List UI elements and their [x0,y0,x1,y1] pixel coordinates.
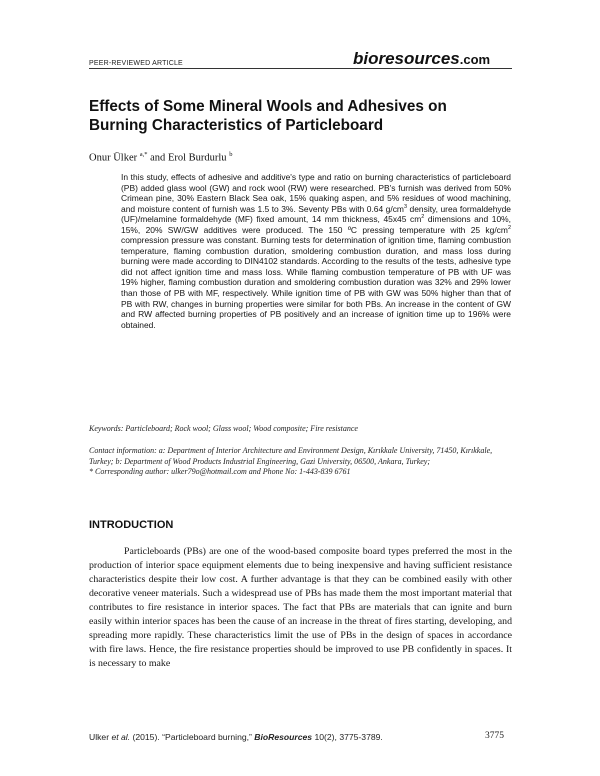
author-joiner: and [147,152,168,164]
section-heading-introduction: INTRODUCTION [89,519,174,531]
header-divider [89,68,512,69]
author-2-affiliation: b [229,151,233,158]
abstract-part-1: In this study, effects of adhesive and additive's type and ratio on burning characteristics of particleboard (PB) added glass wool (GW) and rock wool (RW) were researched. PB's furnish was derived from 50% Crimean pine, 30% Eastern Black Sea oak, 15% quaking aspen, and 5% residues of wood machining, and moisture content of furnish was 1.5 to 3%. Seventy PBs with 0.64 g/cm [121,172,511,214]
abstract-part-4: compression pressure was constant. Burning tests for determination of ignition time, flaming combustion temperature, flaming combustion duration, smoldering combustion duration, and mass loss during burning were made according to DIN4102 standards. According to the results of the tests, adhesive type did not affect ignition time and mass loss. While flaming combustion temperature of PB with UF was 19% higher, flaming combustion duration and smoldering combustion duration was 32% and 29% lower than those of PB with MF, respectively. While ignition time of PB with GW was 50% higher than that of PB with RW, changes in burning properties were similar for both PBs. An increase in the content of GW and RW affected burning properties of PB positively and an increase of ignition time up to 196% were obtained. [121,235,511,330]
footer-volume: 10(2), 3775-3789. [312,732,383,742]
journal-logo [353,49,490,69]
article-type-label: PEER-REVIEWED ARTICLE [89,60,183,67]
keywords: Keywords: Particleboard; Rock wool; Glass wool; Wood composite; Fire resistance [89,424,358,433]
footer-title: (2015). “Particleboard burning,” [130,732,255,742]
author-1: Onur Ülker [89,152,138,164]
abstract-part-2: density, urea formaldehyde (UF)/melamine formaldehyde (MF) fixed amount, 14 mm thickness, 45x45 cm [121,203,511,225]
introduction-paragraph: Particleboards (PBs) are one of the wood-based composite board types preferred the most in the production of interior space equipment elements due to being inexpensive and having sufficient resistance characteristics despite their low cost. A further advantage is that they can be combined easily with other decorative veneer materials. Such a widespread use of PBs has made them the most important material that contributes to fire resistance in interior spaces. The fact that PBs are materials that can ignite and burn easily within interior spaces has been the cause of an increase in the threat of fires starting, developing, and spreading more rapidly. These characteristics limit the use of PBs in the design of spaces in accordance with fire laws. Hence, the fire resistance properties should be improved to use PB confidently in spaces. It is necessary to make [89,546,512,669]
contact-information [89,446,512,478]
abstract [121,172,511,330]
abstract-sup-2: 2 [421,214,425,221]
author-2: Erol Burdurlu [167,152,227,164]
abstract-sup-1: 3 [403,203,408,210]
author-line [89,151,232,164]
affiliations: Contact information: a: Department of Interior Architecture and Environment Design, Kırıkkale University, 71450, Kırıkkale, Turkey; b: Department of Wood Products Industrial Engineering, Gazi University, 06500, Ankara, Turkey; [89,446,493,466]
journal-domain-suffix: .com [459,52,491,67]
footer-journal: BioResources [254,732,313,742]
footer-author: Ulker [89,732,112,742]
footer-etal: et al. [111,732,131,742]
journal-name: bioresources [353,49,460,68]
abstract-sup-3: 2 [507,224,511,231]
footer-citation [89,732,383,742]
page-number: 3775 [485,731,504,741]
article-title: Effects of Some Mineral Wools and Adhesives on Burning Characteristics of Particleboard [89,98,447,134]
author-1-affiliation: a,* [139,151,148,158]
corresponding-author: * Corresponding author: ulker79o@hotmail.com and Phone No: 1-443-839 6761 [89,467,351,477]
abstract-part-3: dimensions and 10%, 15%, 20% SW/GW additives were produced. The 150 ºC pressing temperature with 25 kg/cm [121,214,511,235]
